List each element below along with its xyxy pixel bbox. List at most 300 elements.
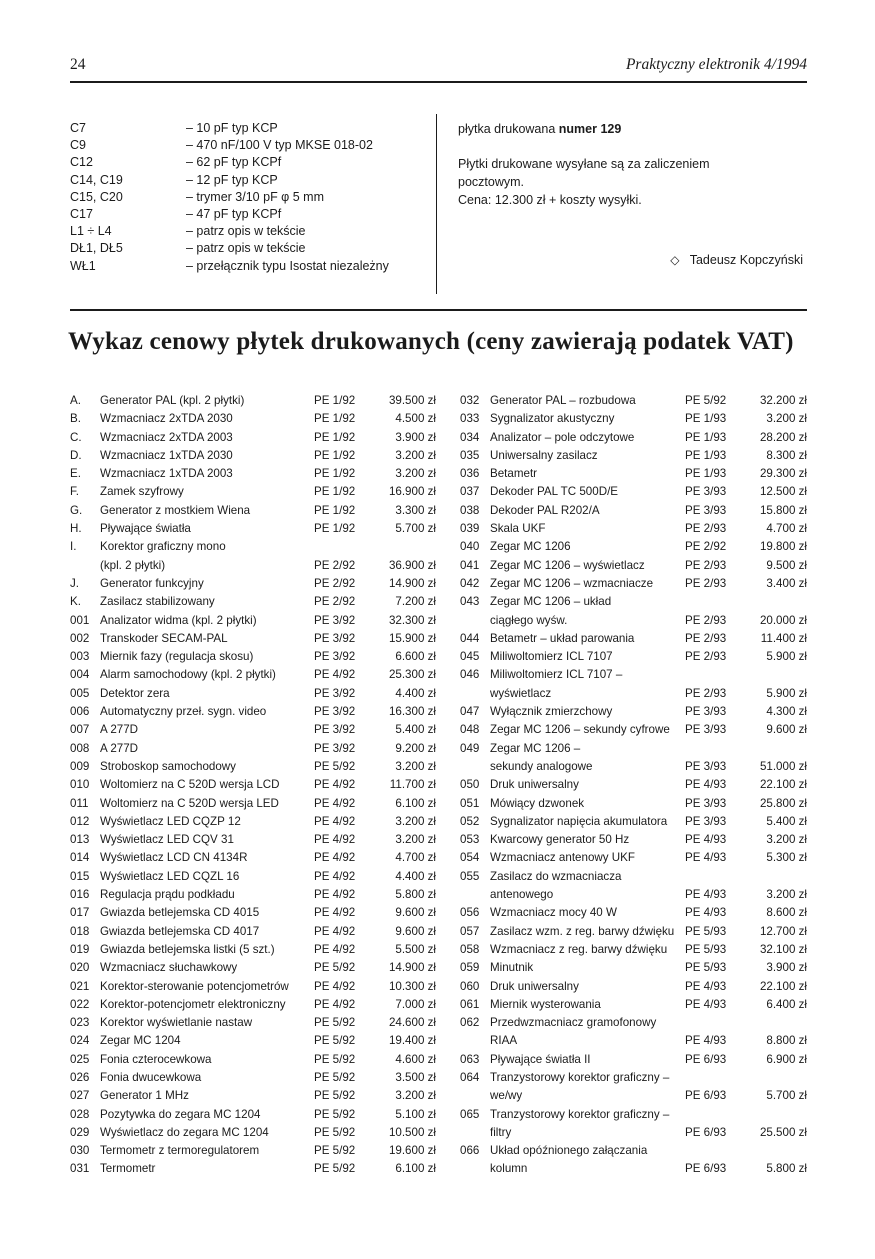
item-name: Alarm samochodowy (kpl. 2 płytki) — [100, 668, 276, 682]
item-code: C. — [70, 430, 82, 444]
item-name: Generator funkcyjny — [100, 576, 204, 590]
item-name: Uniwersalny zasilacz — [490, 448, 598, 462]
price-row — [70, 483, 436, 501]
item-issue: PE 4/92 — [314, 851, 356, 865]
item-issue: PE 5/92 — [314, 1162, 356, 1176]
item-issue: PE 6/93 — [685, 1052, 727, 1066]
item-price: 22.100 zł — [759, 979, 807, 993]
item-price — [741, 666, 807, 684]
item-name: Kwarcowy generator 50 Hz — [490, 833, 630, 847]
item-issue: PE 5/93 — [685, 961, 727, 975]
item-name: Pływające światła — [100, 522, 191, 536]
item-code: 054 — [460, 851, 480, 865]
diamond-icon: ◇ — [670, 253, 680, 267]
item-code: 029 — [70, 1125, 90, 1139]
component-desc: – 62 pF typ KCPf — [186, 155, 282, 170]
item-name: Fonia dwucewkowa — [100, 1070, 202, 1084]
item-name: Zegar MC 1206 – wyświetlacz — [490, 558, 645, 572]
item-price — [741, 593, 807, 611]
price-row — [70, 959, 436, 977]
item-code: 045 — [460, 650, 480, 664]
item-code: B. — [70, 412, 81, 426]
item-code: A. — [70, 394, 81, 407]
item-code — [460, 1124, 490, 1142]
item-issue: PE 3/92 — [314, 631, 356, 645]
item-issue: PE 2/92 — [314, 576, 356, 590]
price-row — [70, 813, 436, 831]
item-price: 16.300 zł — [388, 705, 436, 719]
item-code: 003 — [70, 650, 90, 664]
component-row — [70, 206, 436, 223]
item-issue: PE 4/93 — [685, 1034, 727, 1048]
plate-line — [458, 120, 807, 138]
component-row — [70, 189, 436, 206]
price-row — [460, 593, 807, 611]
price-row — [460, 483, 807, 501]
item-issue: PE 1/92 — [314, 467, 356, 481]
item-price: 32.300 zł — [388, 613, 436, 627]
price-row — [70, 538, 436, 556]
item-name: Analizator – pole odczytowe — [490, 430, 635, 444]
item-code: 037 — [460, 485, 480, 499]
item-code — [70, 557, 100, 575]
item-code: 047 — [460, 705, 480, 719]
item-issue: PE 1/92 — [314, 503, 356, 517]
item-code: 025 — [70, 1052, 90, 1066]
item-issue: PE 4/93 — [685, 778, 727, 792]
item-name: Druk uniwersalny — [490, 979, 579, 993]
item-name: Generator PAL – rozbudowa — [490, 394, 636, 407]
item-name: Wzmacniacz 2xTDA 2003 — [100, 430, 233, 444]
plate-number: numer 129 — [558, 122, 622, 136]
item-issue: PE 5/92 — [314, 961, 356, 975]
item-price: 5.400 zł — [395, 723, 436, 737]
item-name: antenowego — [490, 888, 554, 902]
item-issue: PE 5/93 — [685, 924, 727, 938]
price-row — [70, 758, 436, 776]
price-row — [70, 868, 436, 886]
price-row — [460, 557, 807, 575]
component-desc: – 470 nF/100 V typ MKSE 018-02 — [186, 138, 373, 153]
item-code: 030 — [70, 1144, 90, 1158]
price-row — [70, 886, 436, 904]
item-price: 6.900 zł — [766, 1052, 807, 1066]
item-price: 25.500 zł — [759, 1125, 807, 1139]
item-price: 5.700 zł — [766, 1089, 807, 1103]
price-row — [70, 740, 436, 758]
item-price: 6.600 zł — [395, 650, 436, 664]
item-issue — [685, 1014, 741, 1032]
price-row — [460, 813, 807, 831]
price-list — [70, 392, 807, 1179]
item-issue: PE 5/92 — [685, 394, 727, 407]
component-ref: DŁ1, DŁ5 — [70, 241, 123, 256]
item-name: Zamek szyfrowy — [100, 485, 184, 499]
item-name: Zegar MC 1206 – sekundy cyfrowe — [490, 723, 670, 737]
item-code: 012 — [70, 814, 90, 828]
item-issue: PE 5/92 — [314, 1034, 356, 1048]
price-row — [460, 849, 807, 867]
shipping-line-2: pocztowym. — [458, 175, 524, 189]
item-code: 027 — [70, 1089, 90, 1103]
price-row — [460, 538, 807, 556]
item-issue — [314, 538, 370, 556]
item-name: Stroboskop samochodowy — [100, 759, 236, 773]
component-desc: – 12 pF typ KCP — [186, 172, 278, 187]
item-code: 036 — [460, 467, 480, 481]
item-issue: PE 1/92 — [314, 412, 356, 426]
price-row — [70, 575, 436, 593]
item-price: 51.000 zł — [759, 759, 807, 773]
item-issue: PE 2/93 — [685, 613, 727, 627]
price-row — [460, 831, 807, 849]
price-row — [70, 1069, 436, 1087]
item-code: 046 — [460, 668, 480, 682]
item-code: 051 — [460, 796, 480, 810]
item-issue: PE 1/92 — [314, 430, 356, 444]
item-issue — [685, 666, 741, 684]
item-name: Zegar MC 1206 – układ — [490, 595, 612, 609]
item-name: Dekoder PAL R202/A — [490, 503, 600, 517]
item-name: Miliwoltomierz ICL 7107 – — [490, 668, 623, 682]
item-code: G. — [70, 503, 83, 517]
item-issue: PE 3/93 — [685, 485, 727, 499]
price-row-cont — [70, 557, 436, 575]
price-row — [460, 575, 807, 593]
item-issue: PE 3/93 — [685, 814, 727, 828]
item-code: K. — [70, 595, 81, 609]
item-code: 011 — [70, 796, 89, 810]
item-code: 043 — [460, 595, 480, 609]
item-code: 060 — [460, 979, 480, 993]
item-code: 004 — [70, 668, 90, 682]
item-name: Betametr — [490, 467, 538, 481]
item-code: 038 — [460, 503, 480, 517]
item-code: 001 — [70, 613, 90, 627]
item-name: Sygnalizator akustyczny — [490, 412, 615, 426]
item-name: Korektor-sterowanie potencjometrów — [100, 979, 289, 993]
item-code: I. — [70, 540, 77, 554]
item-code: 035 — [460, 448, 480, 462]
item-code: 019 — [70, 942, 90, 956]
item-code: 052 — [460, 814, 480, 828]
item-issue: PE 4/92 — [314, 979, 356, 993]
price-row — [460, 520, 807, 538]
price-row — [70, 1032, 436, 1050]
item-code: 020 — [70, 961, 90, 975]
page-number: 24 — [70, 56, 86, 73]
price-row — [70, 666, 436, 684]
component-row — [70, 240, 436, 257]
price-row-cont — [460, 685, 807, 703]
item-name: Transkoder SECAM-PAL — [100, 631, 228, 645]
item-code: 053 — [460, 833, 480, 847]
price-row — [70, 831, 436, 849]
item-issue: PE 5/92 — [314, 759, 356, 773]
price-row — [460, 868, 807, 886]
item-code — [460, 612, 490, 630]
price-row — [460, 1142, 807, 1160]
item-issue: PE 4/92 — [314, 906, 356, 920]
price-row — [460, 776, 807, 794]
item-issue: PE 3/92 — [314, 705, 356, 719]
item-name: Termometr z termoregulatorem — [100, 1144, 260, 1158]
component-ref: C14, C19 — [70, 172, 123, 187]
components-section — [70, 114, 807, 294]
component-row — [70, 154, 436, 171]
item-name: Wzmacniacz 1xTDA 2003 — [100, 467, 233, 481]
item-issue: PE 1/92 — [314, 448, 356, 462]
price-row — [70, 648, 436, 666]
item-issue: PE 4/93 — [685, 833, 727, 847]
item-issue: PE 2/93 — [685, 576, 727, 590]
item-price: 3.200 zł — [395, 814, 436, 828]
item-code: 007 — [70, 723, 90, 737]
price-row-cont — [460, 758, 807, 776]
item-name: Wzmacniacz 1xTDA 2030 — [100, 448, 233, 462]
item-issue: PE 4/92 — [314, 869, 356, 883]
item-price: 25.300 zł — [388, 668, 436, 682]
item-price: 10.500 zł — [388, 1125, 436, 1139]
component-ref: C17 — [70, 207, 93, 222]
item-name: Tranzystorowy korektor graficzny – — [490, 1070, 670, 1084]
item-code: 039 — [460, 522, 480, 536]
item-name: Generator z mostkiem Wiena — [100, 503, 251, 517]
price-row — [70, 721, 436, 739]
item-price: 3.200 zł — [395, 1089, 436, 1103]
item-price: 19.400 zł — [388, 1034, 436, 1048]
item-code: 064 — [460, 1070, 480, 1084]
price-row — [460, 923, 807, 941]
item-price — [741, 1106, 807, 1124]
item-issue: PE 2/92 — [314, 558, 356, 572]
item-issue: PE 3/93 — [685, 723, 727, 737]
item-code: 040 — [460, 540, 480, 554]
item-name: Gwiazda betlejemska CD 4015 — [100, 906, 260, 920]
item-price — [741, 740, 807, 758]
item-issue: PE 1/93 — [685, 448, 727, 462]
item-price: 9.500 zł — [766, 558, 807, 572]
item-price: 10.300 zł — [388, 979, 436, 993]
item-code: J. — [70, 576, 80, 590]
item-price: 4.300 zł — [766, 705, 807, 719]
price-row — [70, 996, 436, 1014]
item-price: 36.900 zł — [388, 558, 436, 572]
item-code: 009 — [70, 759, 90, 773]
page-header — [70, 56, 807, 83]
item-price: 5.300 zł — [766, 851, 807, 865]
item-issue: PE 5/92 — [314, 1052, 356, 1066]
component-ref: WŁ1 — [70, 258, 96, 273]
item-issue: PE 3/93 — [685, 796, 727, 810]
item-name: sekundy analogowe — [490, 759, 593, 773]
item-issue: PE 5/93 — [685, 942, 727, 956]
item-issue: PE 4/92 — [314, 778, 356, 792]
item-code: 023 — [70, 1016, 90, 1030]
item-name: Wzmacniacz z reg. barwy dźwięku — [490, 942, 668, 956]
component-row — [70, 137, 436, 154]
item-code: 063 — [460, 1052, 480, 1066]
component-ref: C7 — [70, 121, 86, 135]
item-issue: PE 2/93 — [685, 631, 727, 645]
item-name: Przedwzmacniacz gramofonowy — [490, 1016, 657, 1030]
item-issue: PE 4/92 — [314, 888, 356, 902]
component-row — [70, 258, 436, 275]
item-price: 12.700 zł — [759, 924, 807, 938]
item-code: 010 — [70, 778, 90, 792]
item-name: Miernik fazy (regulacja skosu) — [100, 650, 254, 664]
price-row — [70, 1160, 436, 1178]
item-name: Betametr – układ parowania — [490, 631, 635, 645]
item-name: Regulacja prądu podkładu — [100, 888, 235, 902]
price-row — [460, 703, 807, 721]
item-issue: PE 4/93 — [685, 888, 727, 902]
item-issue: PE 4/92 — [314, 833, 356, 847]
item-price: 8.600 zł — [766, 906, 807, 920]
item-issue: PE 5/92 — [314, 1144, 356, 1158]
item-code: H. — [70, 522, 82, 536]
item-issue: PE 2/92 — [314, 595, 356, 609]
item-code: 017 — [70, 906, 90, 920]
item-price: 25.800 zł — [759, 796, 807, 810]
item-name: Korektor graficzny mono — [100, 540, 226, 554]
item-price: 5.400 zł — [766, 814, 807, 828]
price-row-cont — [460, 1124, 807, 1142]
item-name: Tranzystorowy korektor graficzny – — [490, 1107, 670, 1121]
price-row — [460, 410, 807, 428]
price-row — [460, 502, 807, 520]
item-price: 19.600 zł — [388, 1144, 436, 1158]
item-name: Miernik wysterowania — [490, 997, 601, 1011]
item-issue: PE 3/92 — [314, 741, 356, 755]
price-row — [70, 685, 436, 703]
item-issue: PE 3/92 — [314, 723, 356, 737]
item-price: 7.000 zł — [395, 997, 436, 1011]
item-issue: PE 3/92 — [314, 613, 356, 627]
price-row — [70, 1124, 436, 1142]
item-name: Wzmacniacz mocy 40 W — [490, 906, 617, 920]
item-code: 031 — [70, 1162, 90, 1176]
item-price: 3.200 zł — [395, 759, 436, 773]
item-code: 057 — [460, 924, 480, 938]
item-price: 3.200 zł — [395, 833, 436, 847]
item-price: 14.900 zł — [388, 576, 436, 590]
component-row — [70, 172, 436, 189]
component-desc: – przełącznik typu Isostat niezależny — [186, 258, 389, 273]
item-price: 3.500 zł — [395, 1070, 436, 1084]
item-price: 5.100 zł — [395, 1107, 436, 1121]
item-issue: PE 4/92 — [314, 796, 356, 810]
item-price: 5.800 zł — [395, 888, 436, 902]
price-row — [460, 1106, 807, 1124]
item-price: 5.900 zł — [766, 650, 807, 664]
item-code: 014 — [70, 851, 90, 865]
component-desc: – 47 pF typ KCPf — [186, 207, 282, 222]
price-row — [70, 447, 436, 465]
item-issue: PE 3/93 — [685, 705, 727, 719]
item-code: 002 — [70, 631, 90, 645]
item-name: Analizator widma (kpl. 2 płytki) — [100, 613, 257, 627]
component-row — [70, 223, 436, 240]
item-name: Korektor wyświetlanie nastaw — [100, 1016, 253, 1030]
item-code: E. — [70, 467, 81, 481]
item-price: 5.900 zł — [766, 686, 807, 700]
price-row — [70, 703, 436, 721]
item-name: RIAA — [490, 1034, 518, 1048]
item-issue: PE 1/92 — [314, 522, 356, 536]
shipping-line-1: Płytki drukowane wysyłane są za zaliczeniem — [458, 157, 710, 171]
item-name: Gwiazda betlejemska CD 4017 — [100, 924, 260, 938]
item-price: 11.400 zł — [760, 631, 807, 645]
item-code: 018 — [70, 924, 90, 938]
component-ref: C12 — [70, 155, 93, 170]
item-price: 6.400 zł — [766, 997, 807, 1011]
item-price: 14.900 zł — [388, 961, 436, 975]
price-row — [70, 410, 436, 428]
price-row — [460, 941, 807, 959]
item-code: 016 — [70, 888, 90, 902]
item-price: 8.300 zł — [766, 448, 807, 462]
item-code: 066 — [460, 1144, 480, 1158]
item-price: 4.700 zł — [395, 851, 436, 865]
item-name: Wyświetlacz LED CQZP 12 — [100, 814, 241, 828]
item-name: Zegar MC 1206 — [490, 540, 571, 554]
item-price: 20.000 zł — [759, 613, 807, 627]
item-issue: PE 1/93 — [685, 412, 727, 426]
price-row — [460, 795, 807, 813]
item-issue: PE 2/93 — [685, 686, 727, 700]
price-row — [70, 593, 436, 611]
price-row — [460, 978, 807, 996]
ordering-info — [436, 114, 807, 294]
item-name: Fonia czterocewkowa — [100, 1052, 212, 1066]
item-name: Dekoder PAL TC 500D/E — [490, 485, 619, 499]
item-issue: PE 2/93 — [685, 522, 727, 536]
price-row — [70, 849, 436, 867]
item-price: 7.200 zł — [395, 595, 436, 609]
item-price: 12.500 zł — [759, 485, 807, 499]
item-code: 028 — [70, 1107, 90, 1121]
item-code: 041 — [460, 558, 480, 572]
item-issue: PE 5/92 — [314, 1107, 356, 1121]
price-row — [70, 502, 436, 520]
item-code: 032 — [460, 394, 480, 407]
item-issue: PE 4/92 — [314, 942, 356, 956]
price-row — [70, 1014, 436, 1032]
price-line: Cena: 12.300 zł + koszty wysyłki. — [458, 193, 642, 207]
item-code: 021 — [70, 979, 90, 993]
item-price: 39.500 zł — [388, 394, 436, 407]
item-code: 013 — [70, 833, 90, 847]
item-code: 058 — [460, 942, 480, 956]
item-price: 5.700 zł — [395, 522, 436, 536]
component-ref: C15, C20 — [70, 189, 123, 204]
price-row — [70, 1106, 436, 1124]
item-code: 062 — [460, 1016, 480, 1030]
component-ref: C9 — [70, 138, 86, 153]
item-price: 32.100 zł — [759, 942, 807, 956]
price-row — [460, 447, 807, 465]
item-name: Wyświetlacz LCD CN 4134R — [100, 851, 248, 865]
item-price: 4.400 zł — [395, 869, 436, 883]
item-price — [741, 1014, 807, 1032]
price-row — [70, 630, 436, 648]
item-price: 3.900 zł — [766, 961, 807, 975]
item-name: Mówiący dzwonek — [490, 796, 585, 810]
item-issue: PE 3/93 — [685, 759, 727, 773]
price-row-cont — [460, 1032, 807, 1050]
price-row — [70, 776, 436, 794]
